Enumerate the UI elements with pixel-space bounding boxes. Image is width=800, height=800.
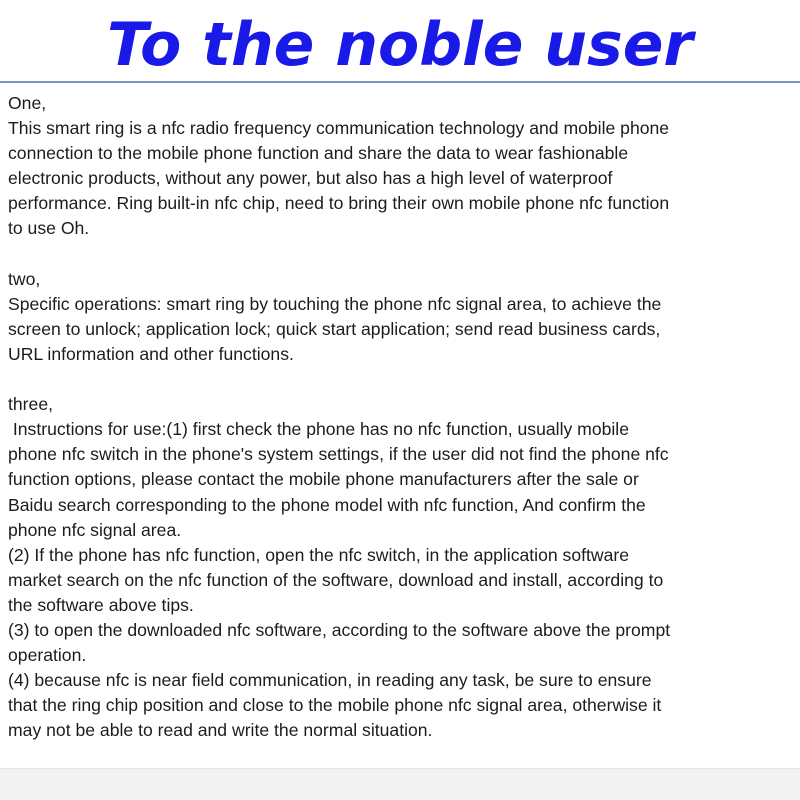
instruction-text [8, 91, 794, 743]
text-line: phone nfc switch in the phone's system settings, if the user did not find the phone nfc [8, 444, 669, 465]
text-line: operation. [8, 645, 87, 666]
text-line: Instructions for use:(1) first check the phone has no nfc function, usually mobile [8, 419, 629, 440]
text-line: market search on the nfc function of the software, download and install, according to [8, 569, 664, 590]
title-band [0, 0, 800, 80]
text-line: (2) If the phone has nfc function, open the nfc switch, in the application software [8, 544, 630, 565]
text-line: electronic products, without any power, but also has a high level of waterproof [8, 168, 613, 189]
text-line: connection to the mobile phone function and share the data to wear fashionable [8, 143, 629, 164]
text-line: to use Oh. [8, 218, 90, 239]
section-heading-three: three, [8, 394, 53, 415]
section-heading-two: two, [8, 268, 41, 289]
text-line: Specific operations: smart ring by touching the phone nfc signal area, to achieve the [8, 293, 662, 314]
text-line: phone nfc signal area. [8, 519, 182, 540]
paragraph-gap [8, 367, 794, 392]
title-divider [0, 81, 800, 83]
text-line: performance. Ring built-in nfc chip, need to bring their own mobile phone nfc function [8, 193, 670, 214]
text-line: Baidu search corresponding to the phone model with nfc function, And confirm the [8, 494, 646, 515]
page-title: To the noble user [106, 10, 694, 80]
paragraph-gap [8, 242, 794, 267]
text-line: the software above tips. [8, 594, 194, 615]
section-heading-one: One, [8, 93, 47, 113]
text-line: function options, please contact the mobile phone manufacturers after the sale or [8, 469, 639, 490]
text-line: (4) because nfc is near field communication, in reading any task, be sure to ensure [8, 670, 652, 691]
text-line: URL information and other functions. [8, 343, 294, 364]
text-line: that the ring chip position and close to the mobile phone nfc signal area, otherwise it [8, 695, 662, 716]
text-line: may not be able to read and write the normal situation. [8, 720, 433, 741]
text-line: This smart ring is a nfc radio frequency communication technology and mobile phone [8, 118, 670, 139]
footer-band [0, 768, 800, 800]
text-line: (3) to open the downloaded nfc software, according to the software above the prompt [8, 619, 671, 640]
text-line: screen to unlock; application lock; quick start application; send read business cards, [8, 318, 661, 339]
